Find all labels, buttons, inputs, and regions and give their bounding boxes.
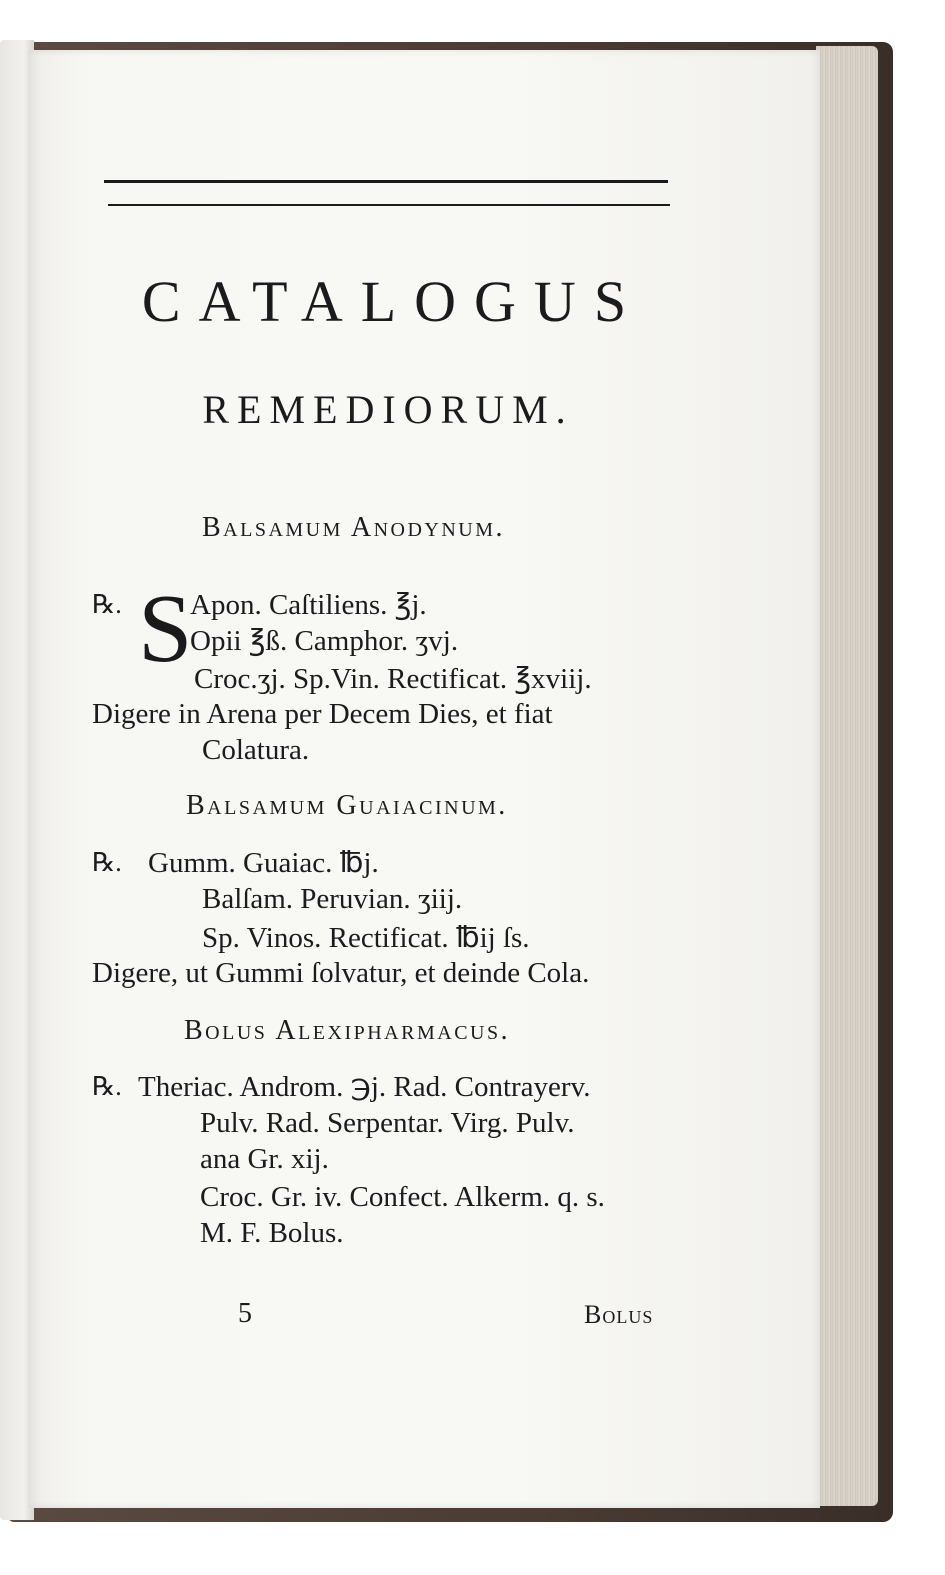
header-rule-bottom bbox=[108, 204, 670, 206]
header-rule-top bbox=[104, 180, 668, 183]
recipe-line: Pulv. Rad. Serpentar. Virg. Pulv. bbox=[200, 1107, 575, 1139]
drop-cap: S bbox=[138, 575, 193, 683]
recipe-line: Theriac. Androm. ℈j. Rad. Contrayerv. bbox=[138, 1071, 591, 1103]
recipe-line: Croc. Gr. iv. Confect. Alkerm. q. s. bbox=[200, 1181, 605, 1213]
recipe-symbol: ℞. bbox=[92, 590, 122, 619]
recipe-line: Colatura. bbox=[202, 734, 310, 766]
recipe-line: Croc.ʒj. Sp.Vin. Rectificat. ℥xviij. bbox=[194, 663, 592, 695]
signature-mark: 5 bbox=[238, 1298, 252, 1329]
page-title: CATALOGUS bbox=[141, 269, 645, 334]
section-heading-balsamum-anodynum: Balsamum Anodynum. bbox=[202, 512, 506, 543]
recipe-line: Digere, ut Gummi ſolvatur, et deinde Cola. bbox=[92, 957, 590, 989]
recipe-line: ana Gr. xij. bbox=[200, 1143, 329, 1175]
section-heading-balsamum-guaiacinum: Balsamum Guaiacinum. bbox=[186, 790, 508, 821]
recipe-line: Balſam. Peruvian. ʒiij. bbox=[202, 883, 463, 915]
recipe-line: Apon. Caſtiliens. ℥j. bbox=[190, 589, 427, 621]
recipe-line: Digere in Arena per Decem Dies, et fiat bbox=[92, 698, 553, 730]
recipe-line: Sp. Vinos. Rectificat. ℔ij ſs. bbox=[202, 922, 530, 954]
recipe-symbol: ℞. bbox=[92, 848, 122, 877]
page-subtitle: REMEDIORUM. bbox=[202, 387, 574, 432]
page-edges bbox=[816, 46, 878, 1506]
recipe-line: M. F. Bolus. bbox=[200, 1217, 344, 1249]
section-heading-bolus-alexipharmacus: Bolus Alexipharmacus. bbox=[184, 1015, 511, 1046]
recipe-line: Opii ℥ß. Camphor. ʒvj. bbox=[190, 625, 459, 657]
book-page bbox=[28, 50, 820, 1508]
recipe-line: Gumm. Guaiac. ℔j. bbox=[148, 847, 379, 879]
catchword: Bolus bbox=[584, 1300, 654, 1329]
recipe-symbol: ℞. bbox=[92, 1072, 122, 1101]
